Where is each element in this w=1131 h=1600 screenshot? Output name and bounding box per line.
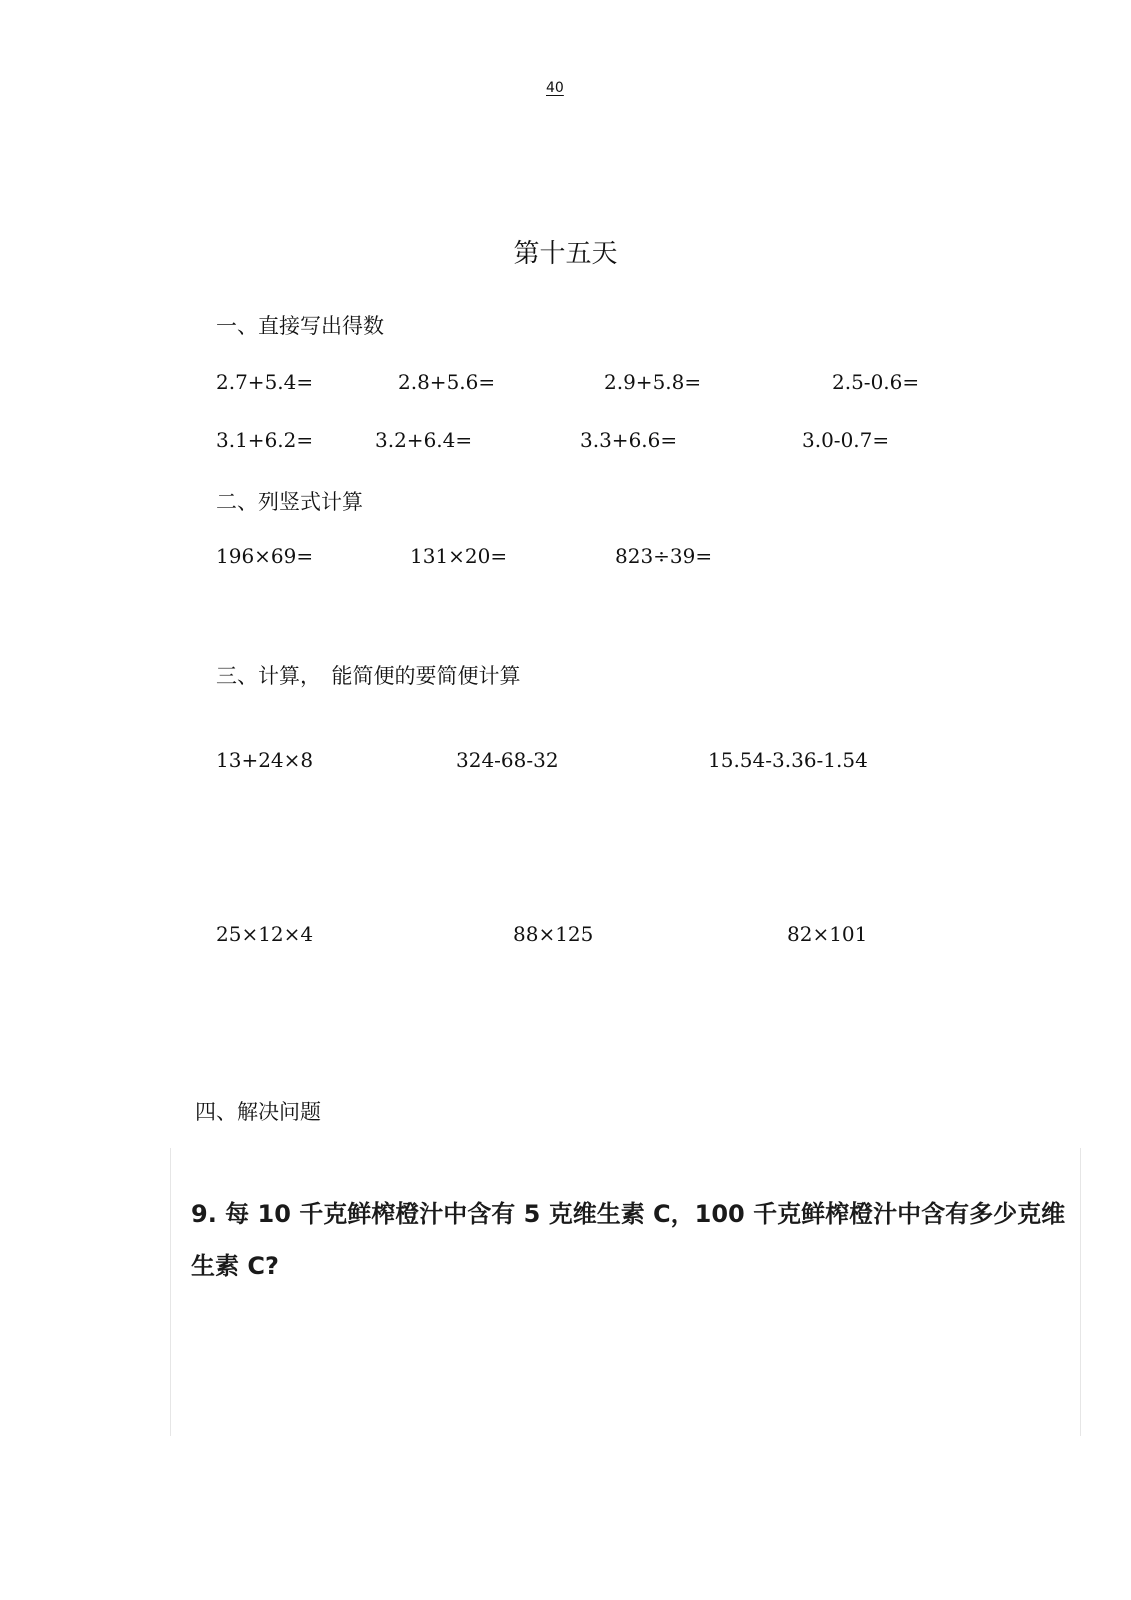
- mental-math-item: 3.0-0.7=: [802, 428, 890, 452]
- vertical-calc-item: 823÷39=: [615, 544, 713, 568]
- simplified-calc-item: 25×12×4: [216, 922, 314, 946]
- vertical-calc-item: 196×69=: [216, 544, 314, 568]
- mental-math-item: 2.8+5.6=: [398, 370, 496, 394]
- mental-math-item: 2.7+5.4=: [216, 370, 314, 394]
- mental-math-item: 2.5-0.6=: [832, 370, 920, 394]
- simplified-calc-item: 82×101: [787, 922, 868, 946]
- vertical-calc-item: 131×20=: [410, 544, 508, 568]
- mental-math-item: 3.2+6.4=: [375, 428, 473, 452]
- section-heading-simplified-calc: 三、计算， 能简便的要简便计算: [216, 664, 521, 688]
- page-number: 40: [546, 80, 564, 96]
- mental-math-item: 3.3+6.6=: [580, 428, 678, 452]
- word-problem-box: [170, 1148, 1081, 1436]
- simplified-calc-item: 13+24×8: [216, 748, 314, 772]
- section-heading-mental-math: 一、直接写出得数: [216, 314, 384, 338]
- mental-math-item: 2.9+5.8=: [604, 370, 702, 394]
- mental-math-item: 3.1+6.2=: [216, 428, 314, 452]
- word-problem-text: 9. 每 10 千克鲜榨橙汁中含有 5 克维生素 C，100 千克鲜榨橙汁中含有多少克维生素 C?: [191, 1200, 1066, 1280]
- simplified-calc-item: 324-68-32: [456, 748, 559, 772]
- section-heading-vertical-calc: 二、列竖式计算: [216, 490, 363, 514]
- page-title: 第十五天: [513, 239, 618, 269]
- simplified-calc-item: 88×125: [513, 922, 594, 946]
- simplified-calc-item: 15.54-3.36-1.54: [708, 748, 868, 772]
- section-heading-word-problems: 四、解决问题: [195, 1100, 321, 1124]
